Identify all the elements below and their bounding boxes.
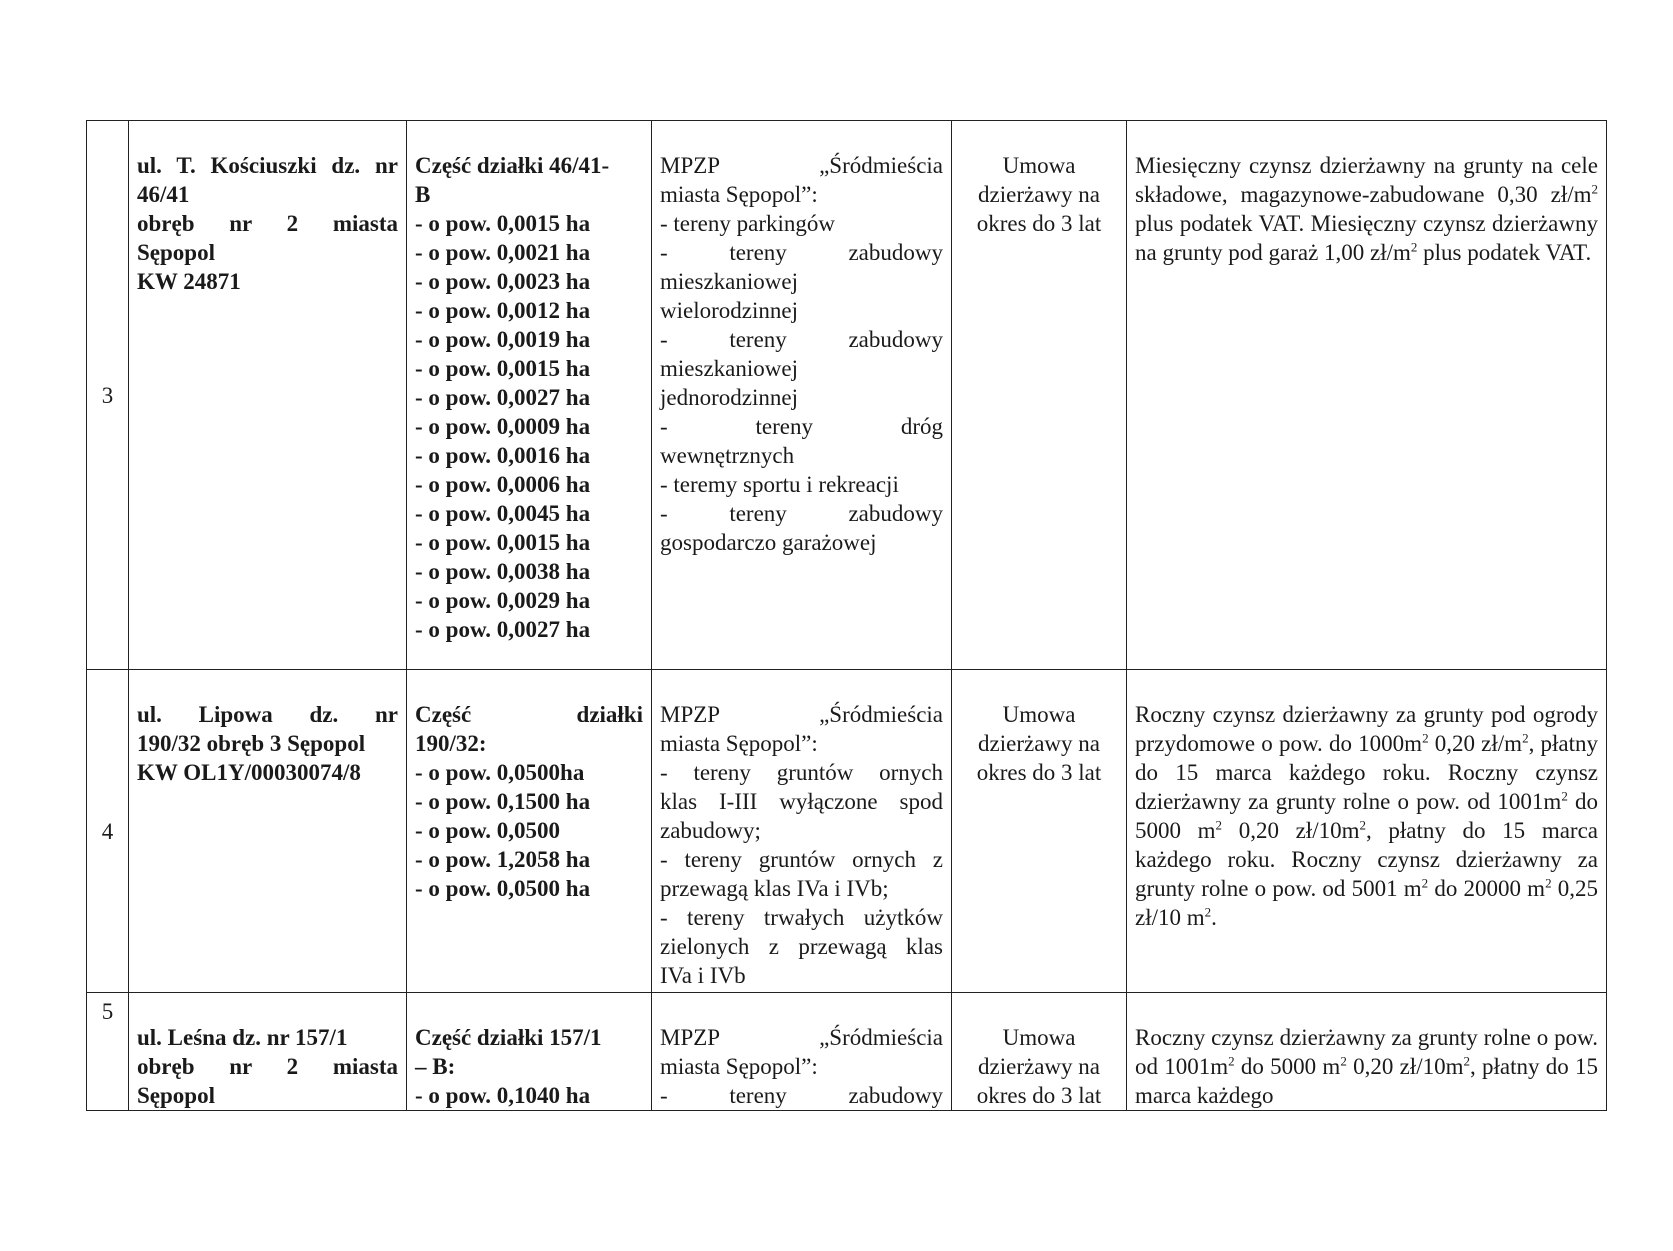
- text-line: obręb nr 2 miasta: [137, 1054, 398, 1079]
- rent-text: .: [1211, 905, 1217, 930]
- text-line: - tereny parkingów: [660, 211, 835, 236]
- text-line: 190/32:: [415, 731, 487, 756]
- text-line: - o pow. 0,0015 ha: [415, 530, 591, 555]
- text-line: okres do 3 lat: [976, 760, 1102, 785]
- text-line: dzierżawy na: [978, 182, 1100, 207]
- text-line: dzierżawy na: [978, 1054, 1100, 1079]
- text-line: - tereny zabudowy: [660, 327, 943, 352]
- text-line: miasta Sępopol”:: [660, 182, 818, 207]
- text-line: gospodarczo garażowej: [660, 530, 877, 555]
- table-row: [87, 993, 1607, 1111]
- rent-text: Roczny czynsz dzierżawny za grunty rolne o pow. od 1001m: [1135, 1025, 1598, 1079]
- rent-text: , płatny do 15 marca każdego roku. Roczny czynsz dzierżawny za grunty rolne o pow. od 1001m: [1135, 731, 1598, 814]
- rent-text: do 5000 m: [1234, 1054, 1341, 1079]
- text-line: - o pow. 0,0021 ha: [415, 240, 591, 265]
- text-line: Umowa: [1002, 153, 1076, 178]
- superscript: 2: [1410, 239, 1418, 255]
- text-line: - o pow. 0,1040 ha: [415, 1083, 591, 1108]
- superscript: 2: [1421, 875, 1429, 891]
- row-number: 3: [87, 121, 129, 670]
- superscript: 2: [1422, 730, 1429, 746]
- location-cell: [129, 121, 407, 670]
- rent-cell: [1127, 993, 1607, 1111]
- text-line: - o pow. 0,0015 ha: [415, 211, 591, 236]
- text-line: zabudowy;: [660, 818, 761, 843]
- text-line: Część działki: [415, 702, 643, 727]
- text-line: wielorodzinnej: [660, 298, 798, 323]
- text-line: klas I-III wyłączone spod: [660, 789, 943, 814]
- text-line: – B:: [415, 1054, 456, 1079]
- text-line: - tereny zabudowy: [660, 501, 943, 526]
- text-line: - teremy sportu i rekreacji: [660, 472, 899, 497]
- text-line: - o pow. 0,0500: [415, 818, 561, 843]
- text-line: - o pow. 1,2058 ha: [415, 847, 591, 872]
- rent-text: , płatny do 15 marca każdego roku. Roczny czynsz dzierżawny za grunty rolne o pow. od 5001 m: [1135, 818, 1598, 901]
- parts-cell: [407, 670, 652, 993]
- superscript: 2: [1463, 1053, 1470, 1069]
- text-line: - o pow. 0,0009 ha: [415, 414, 591, 439]
- text-line: - o pow. 0,0023 ha: [415, 269, 591, 294]
- text-line: ul. Leśna dz. nr 157/1: [137, 1025, 348, 1050]
- table-row: [87, 670, 1607, 993]
- text-line: Część działki 46/41-: [415, 153, 610, 178]
- plan-cell: [652, 670, 952, 993]
- text-line: obręb nr 2 miasta: [137, 211, 398, 236]
- superscript: 2: [1215, 817, 1223, 833]
- text-line: KW 24871: [137, 269, 241, 294]
- text-line: - o pow. 0,0006 ha: [415, 472, 591, 497]
- text-line: - o pow. 0,0500 ha: [415, 876, 591, 901]
- rent-text: 0,20 zł/m: [1428, 731, 1523, 756]
- text-line: - o pow. 0,0012 ha: [415, 298, 591, 323]
- text-line: okres do 3 lat: [976, 1083, 1102, 1108]
- superscript: 2: [1228, 1053, 1235, 1069]
- text-line: - tereny trwałych użytków: [660, 905, 943, 930]
- text-line: Sępopol: [137, 240, 215, 265]
- text-line: - o pow. 0,0500ha: [415, 760, 585, 785]
- table-row: [87, 121, 1607, 670]
- text-line: - o pow. 0,0015 ha: [415, 356, 591, 381]
- superscript: 2: [1545, 875, 1552, 891]
- text-line: - tereny zabudowy: [660, 1083, 943, 1108]
- text-line: MPZP „Śródmieścia: [660, 702, 943, 727]
- text-line: Umowa: [1002, 1025, 1076, 1050]
- superscript: 2: [1359, 817, 1366, 833]
- contract-form-cell: [952, 993, 1127, 1111]
- text-line: KW OL1Y/00030074/8: [137, 760, 361, 785]
- rent-text: do 20000 m: [1428, 876, 1546, 901]
- text-line: 190/32 obręb 3 Sępopol: [137, 731, 366, 756]
- text-line: przewagą klas IVa i IVb;: [660, 876, 889, 901]
- rent-text: 0,20 zł/10m: [1222, 818, 1360, 843]
- rent-text: 0,20 zł/10m: [1346, 1054, 1464, 1079]
- text-line: wewnętrznych: [660, 443, 795, 468]
- text-line: IVa i IVb: [660, 963, 746, 988]
- text-line: - o pow. 0,0029 ha: [415, 588, 591, 613]
- rent-text: plus podatek VAT. Miesięczny czynsz dzierżawny na grunty pod garaż 1,00 zł/m: [1135, 211, 1598, 265]
- text-line: Umowa: [1002, 702, 1076, 727]
- superscript: 2: [1340, 1053, 1347, 1069]
- location-cell: [129, 993, 407, 1111]
- superscript: 2: [1561, 788, 1568, 804]
- text-line: - tereny dróg: [660, 414, 943, 439]
- contract-form-cell: [952, 670, 1127, 993]
- plan-cell: [652, 993, 952, 1111]
- superscript: 2: [1204, 904, 1212, 920]
- text-line: - o pow. 0,1500 ha: [415, 789, 591, 814]
- rent-text: Miesięczny czynsz dzierżawny na grunty na cele składowe, magazynowe-zabudowane 0,30 zł/m: [1135, 153, 1598, 207]
- rent-text: do 5000 m: [1135, 789, 1599, 843]
- text-line: - tereny gruntów ornych: [660, 760, 943, 785]
- text-line: - o pow. 0,0016 ha: [415, 443, 591, 468]
- lease-table: [86, 120, 1607, 1111]
- rent-cell: [1127, 121, 1607, 670]
- text-line: B: [415, 182, 431, 207]
- text-line: Część działki 157/1: [415, 1025, 602, 1050]
- text-line: - o pow. 0,0027 ha: [415, 385, 591, 410]
- text-line: - o pow. 0,0027 ha: [415, 617, 591, 642]
- text-line: - tereny zabudowy: [660, 240, 943, 265]
- contract-form-cell: [952, 121, 1127, 670]
- text-line: mieszkaniowej: [660, 356, 798, 381]
- text-line: - tereny gruntów ornych z: [660, 847, 943, 872]
- rent-text: 0,25 zł/10 m: [1135, 876, 1599, 930]
- rent-cell: [1127, 670, 1607, 993]
- text-line: miasta Sępopol”:: [660, 1054, 818, 1079]
- superscript: 2: [1522, 730, 1529, 746]
- superscript: 2: [1591, 181, 1598, 197]
- parts-cell: [407, 993, 652, 1111]
- text-line: Sępopol: [137, 1083, 215, 1108]
- text-line: zielonych z przewagą klas: [660, 934, 943, 959]
- row-number: 5: [87, 993, 129, 1111]
- text-line: miasta Sępopol”:: [660, 731, 818, 756]
- rent-text: , płatny do 15 marca każdego: [1135, 1054, 1598, 1108]
- row-number: 4: [87, 670, 129, 993]
- text-line: - o pow. 0,0038 ha: [415, 559, 591, 584]
- plan-cell: [652, 121, 952, 670]
- text-line: jednorodzinnej: [660, 385, 798, 410]
- text-line: ul. T. Kościuszki dz. nr: [137, 153, 398, 178]
- rent-text: Roczny czynsz dzierżawny za grunty pod ogrody przydomowe o pow. do 1000m: [1135, 702, 1598, 756]
- text-line: MPZP „Śródmieścia: [660, 1025, 943, 1050]
- text-line: dzierżawy na: [978, 731, 1100, 756]
- text-line: ul. Lipowa dz. nr: [137, 702, 398, 727]
- parts-cell: [407, 121, 652, 670]
- location-cell: [129, 670, 407, 993]
- text-line: - o pow. 0,0045 ha: [415, 501, 591, 526]
- rent-text: plus podatek VAT.: [1417, 240, 1592, 265]
- text-line: 46/41: [137, 182, 190, 207]
- text-line: okres do 3 lat: [976, 211, 1102, 236]
- text-line: MPZP „Śródmieścia: [660, 153, 943, 178]
- text-line: mieszkaniowej: [660, 269, 798, 294]
- text-line: - o pow. 0,0019 ha: [415, 327, 591, 352]
